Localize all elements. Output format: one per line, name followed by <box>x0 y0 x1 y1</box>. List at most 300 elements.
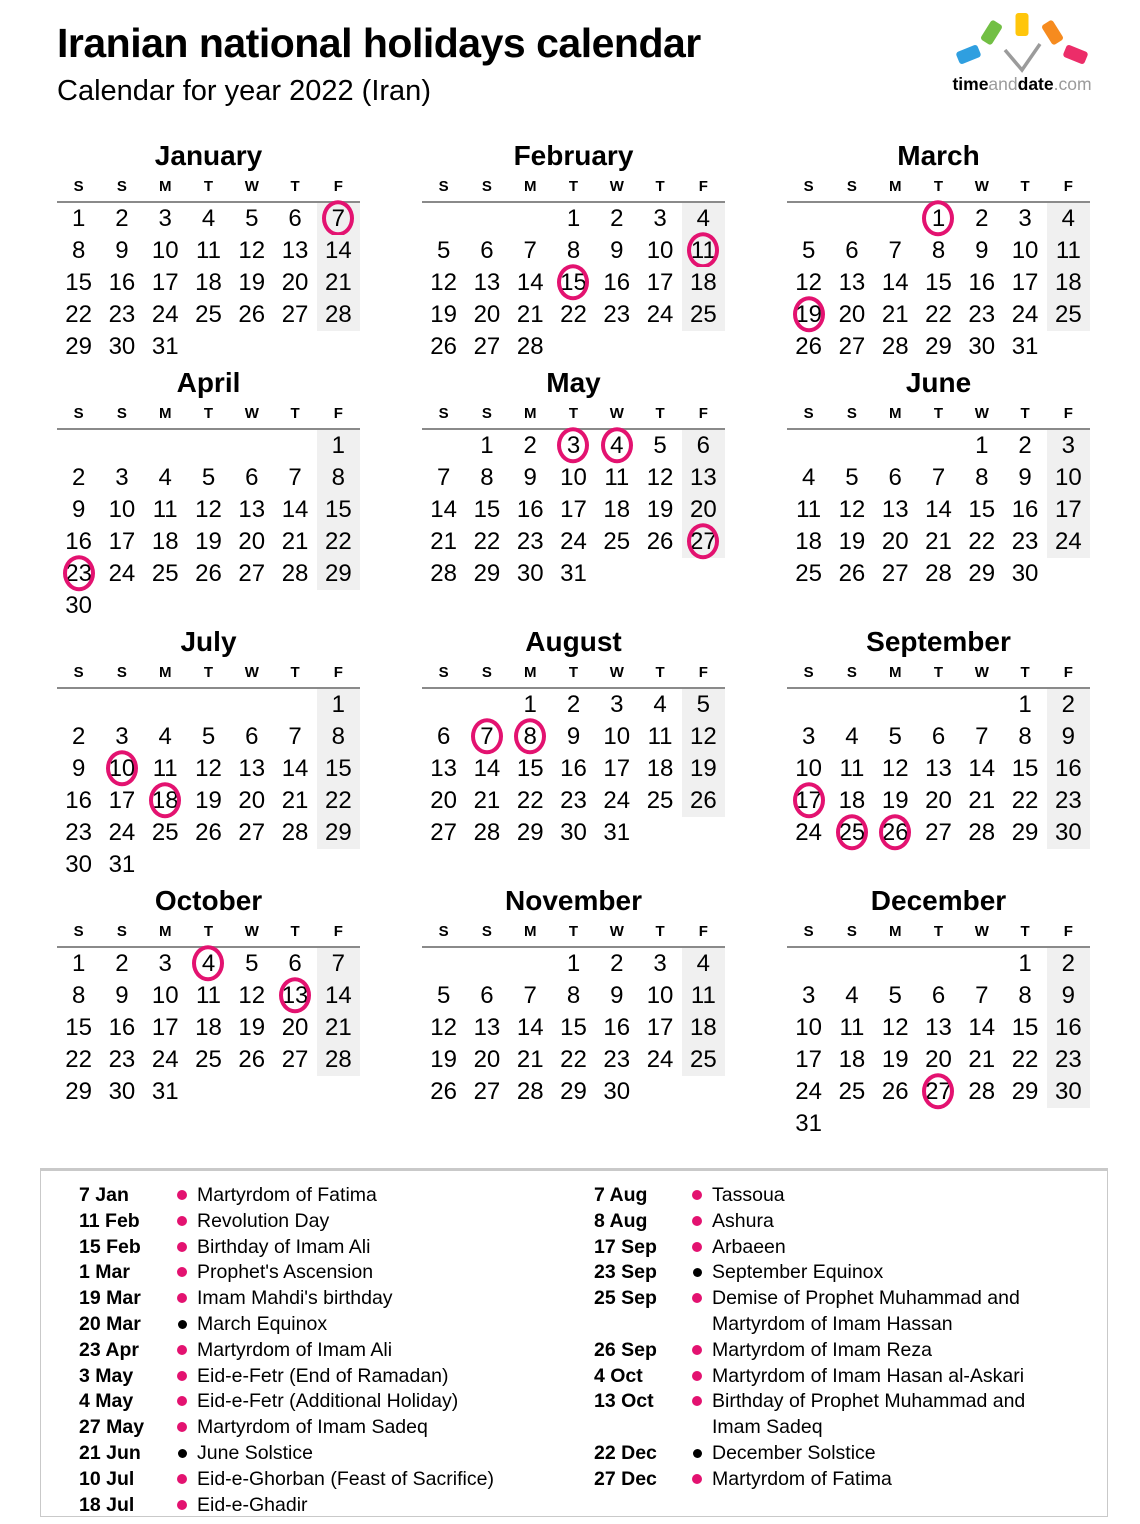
month-title: December <box>870 885 1007 916</box>
day-cell: 19 <box>682 753 725 785</box>
weekday-label: S <box>116 923 127 940</box>
day-cell-empty <box>552 331 595 363</box>
day-cell: 12 <box>195 496 222 523</box>
day-cell: 19 <box>881 787 909 814</box>
day-cell: 12 <box>195 755 222 782</box>
holiday-circle-icon <box>149 782 181 818</box>
day-cell: 28 <box>881 333 909 360</box>
weekday-label: M <box>888 664 902 681</box>
weekday-label: M <box>158 664 172 681</box>
day-cell: 23 <box>516 528 544 555</box>
weekday-label: T <box>568 178 579 195</box>
day-cell: 8 <box>317 462 360 494</box>
day-cell: 2 <box>1018 432 1032 459</box>
day-cell: 23 <box>560 787 587 814</box>
day-cell-empty <box>230 331 273 363</box>
day-cell: 22 <box>560 301 587 328</box>
day-cell: 19 <box>646 496 674 523</box>
day-cell: 12 <box>881 1014 909 1041</box>
weekday-label: T <box>933 664 944 681</box>
day-cell: 1 <box>1018 950 1032 977</box>
legend-date: 4 Oct <box>594 1364 643 1387</box>
holiday-dot-icon <box>177 1242 187 1252</box>
week-row <box>422 235 725 267</box>
day-cell: 23 <box>1047 785 1090 817</box>
week-row <box>787 558 1090 590</box>
day-cell: 20 <box>238 787 266 814</box>
day-cell: 1 <box>566 950 581 977</box>
month-february <box>422 136 725 363</box>
weekday-label: F <box>1063 664 1073 681</box>
legend-item <box>79 1364 574 1390</box>
day-cell-empty <box>787 689 830 721</box>
day-cell-empty <box>144 430 187 462</box>
day-cell: 4 <box>845 723 859 750</box>
week-row <box>57 494 360 526</box>
day-cell-empty <box>682 558 725 590</box>
week-row <box>422 430 725 462</box>
legend-date: 23 Sep <box>594 1261 657 1284</box>
day-cell: 2 <box>610 205 624 232</box>
day-cell: 30 <box>1011 560 1039 587</box>
day-cell: 17 <box>108 787 136 814</box>
weekday-label: T <box>933 178 944 195</box>
week-row <box>422 494 725 526</box>
day-cell-holiday: 19 <box>787 299 830 331</box>
legend-bullet <box>682 1209 712 1235</box>
day-cell: 28 <box>281 819 309 846</box>
holiday-circle-icon <box>471 718 503 754</box>
day-cell: 26 <box>646 528 674 555</box>
day-cell-empty <box>100 689 143 721</box>
day-cell: 23 <box>968 301 996 328</box>
day-cell: 20 <box>925 1046 952 1073</box>
day-cell: 28 <box>968 819 996 846</box>
legend-item <box>594 1235 1107 1261</box>
day-cell: 19 <box>238 269 266 296</box>
day-cell-empty <box>144 689 187 721</box>
day-cell: 20 <box>838 301 866 328</box>
week-row <box>787 526 1090 558</box>
day-cell: 11 <box>839 755 865 782</box>
day-cell: 17 <box>560 496 587 523</box>
day-cell: 6 <box>888 464 902 491</box>
day-cell: 25 <box>1047 299 1090 331</box>
month-title: November <box>505 885 642 916</box>
day-cell: 10 <box>108 496 136 523</box>
legend-date: 27 May <box>79 1416 145 1439</box>
day-cell: 16 <box>516 496 544 523</box>
week-row <box>787 1108 1090 1140</box>
legend-label <box>197 1260 574 1286</box>
legend-bullet <box>682 1364 712 1390</box>
day-cell-empty <box>422 948 465 980</box>
legend-item <box>79 1286 574 1312</box>
legend-date: 7 Jan <box>79 1184 129 1206</box>
legend-label-line: Martyrdom of Imam Ali <box>197 1338 393 1361</box>
day-cell: 15 <box>925 269 952 296</box>
day-cell: 21 <box>281 787 309 814</box>
week-row <box>57 203 360 235</box>
holiday-dot-icon <box>177 1474 187 1484</box>
day-cell: 16 <box>65 528 92 555</box>
day-cell: 5 <box>653 432 667 459</box>
day-cell: 22 <box>65 1046 92 1073</box>
day-cell: 28 <box>317 1044 360 1076</box>
legend-bullet <box>167 1183 197 1209</box>
day-cell: 17 <box>1047 494 1090 526</box>
day-cell-empty <box>57 689 100 721</box>
day-cell: 4 <box>682 203 725 235</box>
weekday-label: W <box>609 178 624 195</box>
legend-item <box>79 1467 574 1493</box>
week-row <box>422 721 725 753</box>
legend-item <box>79 1441 574 1467</box>
day-cell-empty <box>187 1076 230 1108</box>
day-cell: 13 <box>238 755 266 782</box>
day-cell-empty <box>917 1108 960 1140</box>
day-cell: 19 <box>238 1014 266 1041</box>
day-cell: 29 <box>65 1078 92 1105</box>
month-title: August <box>525 626 622 657</box>
week-row <box>57 1012 360 1044</box>
weekday-header <box>422 403 725 430</box>
legend-date: 11 Feb <box>79 1209 140 1232</box>
legend-label <box>197 1209 574 1235</box>
holiday-dot-icon <box>177 1216 187 1226</box>
legend-label-line: Birthday of Prophet Muhammad and <box>712 1390 1026 1413</box>
week-row <box>57 1076 360 1108</box>
day-cell: 3 <box>801 723 816 750</box>
weekday-label: T <box>1020 923 1030 940</box>
day-cell-empty <box>317 331 360 363</box>
day-cell: 29 <box>65 333 92 360</box>
day-cell: 8 <box>71 982 86 1009</box>
day-cell: 1 <box>71 950 86 977</box>
holiday-dot-icon <box>177 1190 187 1200</box>
week-row <box>787 1044 1090 1076</box>
legend-item <box>594 1389 1107 1441</box>
weekday-label: W <box>974 405 989 422</box>
day-cell: 20 <box>281 1014 309 1041</box>
day-cell: 7 <box>523 982 537 1009</box>
day-cell: 15 <box>473 496 501 523</box>
day-cell: 23 <box>603 301 631 328</box>
week-row <box>57 299 360 331</box>
day-cell: 24 <box>560 528 587 555</box>
legend-label-line: March Equinox <box>197 1312 328 1335</box>
day-cell: 25 <box>682 299 725 331</box>
weekday-label: T <box>568 664 579 681</box>
weekday-label: S <box>73 923 84 940</box>
holiday-circle-icon <box>687 232 719 268</box>
day-cell: 25 <box>646 787 674 814</box>
legend-label-line: Arbaeen <box>712 1235 786 1258</box>
day-cell: 14 <box>281 755 309 782</box>
weekday-label: W <box>609 664 624 681</box>
week-row <box>787 785 1090 817</box>
weekday-label: S <box>73 405 84 422</box>
day-cell: 19 <box>195 528 222 555</box>
week-row <box>57 235 360 267</box>
week-row <box>787 299 1090 331</box>
month-january <box>57 136 360 363</box>
weekday-header <box>787 921 1090 948</box>
month-title: October <box>154 885 263 916</box>
day-cell: 5 <box>436 237 451 264</box>
holiday-legend <box>40 1168 1108 1517</box>
weekday-label: S <box>73 178 84 195</box>
day-cell: 12 <box>881 755 909 782</box>
legend-bullet <box>167 1389 197 1415</box>
week-row <box>422 753 725 785</box>
day-cell: 31 <box>1011 333 1039 360</box>
weekday-label: F <box>1063 923 1073 940</box>
day-cell: 3 <box>158 950 172 977</box>
holiday-dot-icon <box>177 1345 187 1355</box>
day-cell: 21 <box>516 301 544 328</box>
day-cell: 22 <box>1011 787 1039 814</box>
day-cell: 18 <box>682 1012 725 1044</box>
day-cell: 19 <box>430 1046 457 1073</box>
day-cell: 12 <box>238 237 266 264</box>
day-cell: 17 <box>151 269 179 296</box>
weekday-header <box>422 662 725 689</box>
day-cell: 26 <box>795 333 822 360</box>
day-cell: 15 <box>560 1014 587 1041</box>
day-cell: 3 <box>115 723 129 750</box>
month-title: May <box>546 367 601 398</box>
month-title: September <box>866 626 1011 657</box>
weekday-label: F <box>1063 405 1073 422</box>
day-cell: 27 <box>430 819 457 846</box>
week-row <box>787 817 1090 849</box>
weekday-label: F <box>333 178 343 195</box>
day-cell: 18 <box>603 496 631 523</box>
day-cell: 7 <box>317 948 360 980</box>
legend-bullet <box>682 1338 712 1364</box>
day-cell: 18 <box>838 787 866 814</box>
legend-label <box>712 1286 1107 1338</box>
day-cell: 1 <box>975 432 989 459</box>
day-cell: 10 <box>795 755 822 782</box>
legend-date: 20 Mar <box>79 1312 141 1335</box>
week-row <box>422 299 725 331</box>
legend-bullet <box>682 1389 712 1441</box>
day-cell: 11 <box>196 237 221 264</box>
day-cell: 18 <box>682 267 725 299</box>
day-cell: 31 <box>795 1110 822 1137</box>
day-cell: 24 <box>108 819 136 846</box>
legend-label-line: Imam Sadeq <box>712 1416 823 1439</box>
day-cell: 24 <box>646 1046 674 1073</box>
day-cell: 9 <box>71 496 86 523</box>
legend-item <box>79 1338 574 1364</box>
legend-item <box>594 1364 1107 1390</box>
day-cell-empty <box>317 849 360 881</box>
day-cell-empty <box>830 430 873 462</box>
day-cell: 10 <box>795 1014 822 1041</box>
weekday-header <box>787 176 1090 203</box>
day-cell: 27 <box>281 301 309 328</box>
day-cell: 26 <box>430 1078 457 1105</box>
day-cell-empty <box>917 430 960 462</box>
legend-bullet <box>167 1209 197 1235</box>
day-cell: 7 <box>975 723 989 750</box>
week-row <box>787 721 1090 753</box>
day-cell-empty <box>1047 1108 1090 1140</box>
day-cell: 14 <box>881 269 909 296</box>
legend-bullet <box>167 1260 197 1286</box>
day-cell: 13 <box>281 237 309 264</box>
day-cell: 28 <box>968 1078 996 1105</box>
day-cell: 5 <box>245 950 259 977</box>
day-cell: 11 <box>1047 235 1090 267</box>
weekday-label: T <box>1020 664 1030 681</box>
page-title: Iranian national holidays calendar <box>57 20 701 66</box>
week-row <box>422 267 725 299</box>
day-cell: 4 <box>1047 203 1090 235</box>
legend-item <box>79 1260 574 1286</box>
holiday-dot-icon <box>177 1500 187 1510</box>
legend-label-line: Eid-e-Fetr (Additional Holiday) <box>197 1390 459 1413</box>
day-cell: 27 <box>925 819 952 846</box>
weekday-label: W <box>244 405 259 422</box>
weekday-label: W <box>974 178 989 195</box>
weekday-label: F <box>333 405 343 422</box>
day-cell: 21 <box>317 267 360 299</box>
week-row <box>422 948 725 980</box>
legend-bullet <box>167 1415 197 1441</box>
day-cell: 9 <box>115 237 129 264</box>
day-cell: 1 <box>523 691 537 718</box>
legend-date: 3 May <box>79 1364 134 1387</box>
day-cell: 24 <box>1011 301 1039 328</box>
day-cell: 23 <box>108 1046 136 1073</box>
holiday-circle-icon <box>322 200 354 236</box>
day-cell-empty <box>638 558 681 590</box>
day-cell: 14 <box>281 496 309 523</box>
day-cell-empty <box>100 430 143 462</box>
day-cell: 9 <box>610 982 624 1009</box>
day-cell: 5 <box>201 464 216 491</box>
day-cell: 22 <box>473 528 501 555</box>
day-cell: 6 <box>245 723 259 750</box>
legend-item <box>79 1389 574 1415</box>
day-cell-holiday: 4 <box>595 430 638 462</box>
day-cell-empty <box>144 590 187 622</box>
day-cell: 11 <box>604 464 630 491</box>
day-cell-empty <box>273 849 316 881</box>
day-cell: 13 <box>925 755 952 782</box>
day-cell-empty <box>682 1076 725 1108</box>
legend-label-line: June Solstice <box>197 1441 313 1464</box>
day-cell: 29 <box>317 558 360 590</box>
day-cell: 9 <box>1018 464 1032 491</box>
day-cell: 16 <box>108 1014 136 1041</box>
day-cell: 22 <box>1011 1046 1039 1073</box>
legend-item <box>79 1235 574 1261</box>
legend-date: 7 Aug <box>594 1184 648 1206</box>
day-cell: 24 <box>151 1046 179 1073</box>
day-cell-holiday: 7 <box>317 203 360 235</box>
day-cell: 15 <box>317 494 360 526</box>
legend-label <box>712 1364 1107 1390</box>
legend-bullet <box>682 1467 712 1493</box>
holiday-circle-icon <box>63 555 95 591</box>
day-cell: 10 <box>560 464 587 491</box>
weekday-label: S <box>803 178 814 195</box>
day-cell: 27 <box>473 333 501 360</box>
legend-item <box>594 1286 1107 1338</box>
day-cell: 2 <box>1047 689 1090 721</box>
weekday-label: T <box>203 664 214 681</box>
observance-dot-icon <box>693 1449 702 1458</box>
day-cell: 14 <box>968 755 996 782</box>
weekday-label: S <box>481 405 492 422</box>
week-row <box>787 1012 1090 1044</box>
day-cell: 31 <box>151 1078 179 1105</box>
day-cell: 7 <box>975 982 989 1009</box>
month-title: January <box>154 140 263 171</box>
day-cell: 23 <box>65 819 92 846</box>
day-cell: 6 <box>931 723 946 750</box>
day-cell: 27 <box>881 560 909 587</box>
legend-label-line: Demise of Prophet Muhammad and <box>712 1287 1020 1310</box>
legend-label <box>712 1235 1107 1261</box>
day-cell: 2 <box>71 464 86 491</box>
day-cell: 16 <box>603 1014 631 1041</box>
legend-label-line: Martyrdom of Fatima <box>712 1467 892 1490</box>
day-cell-empty <box>187 430 230 462</box>
day-cell: 26 <box>838 560 866 587</box>
legend-item <box>594 1441 1107 1467</box>
legend-bullet <box>682 1235 712 1261</box>
week-row <box>787 203 1090 235</box>
day-cell: 19 <box>195 787 222 814</box>
timeanddate-logo[interactable] <box>944 12 1100 95</box>
day-cell: 24 <box>1047 526 1090 558</box>
day-cell: 20 <box>682 494 725 526</box>
legend-bullet <box>167 1338 197 1364</box>
day-cell: 17 <box>1011 269 1039 296</box>
day-cell: 12 <box>838 496 866 523</box>
day-cell: 19 <box>881 1046 909 1073</box>
month-july <box>57 622 360 881</box>
day-cell: 6 <box>845 237 859 264</box>
day-cell: 31 <box>603 819 631 846</box>
weekday-label: S <box>116 178 127 195</box>
day-cell: 17 <box>151 1014 179 1041</box>
week-row <box>57 331 360 363</box>
legend-label <box>197 1441 574 1467</box>
day-cell-empty <box>830 689 873 721</box>
day-cell: 21 <box>968 1046 996 1073</box>
weekday-label: S <box>481 923 492 940</box>
day-cell: 18 <box>151 528 179 555</box>
day-cell-empty <box>465 689 508 721</box>
month-april <box>57 363 360 622</box>
weekday-label: M <box>523 664 537 681</box>
weekday-header <box>57 176 360 203</box>
day-cell: 14 <box>473 755 501 782</box>
day-cell-empty <box>874 203 917 235</box>
legend-bullet <box>167 1235 197 1261</box>
day-cell-empty <box>273 1076 316 1108</box>
day-cell: 24 <box>795 819 822 846</box>
day-cell: 11 <box>682 980 725 1012</box>
day-cell: 8 <box>566 982 581 1009</box>
